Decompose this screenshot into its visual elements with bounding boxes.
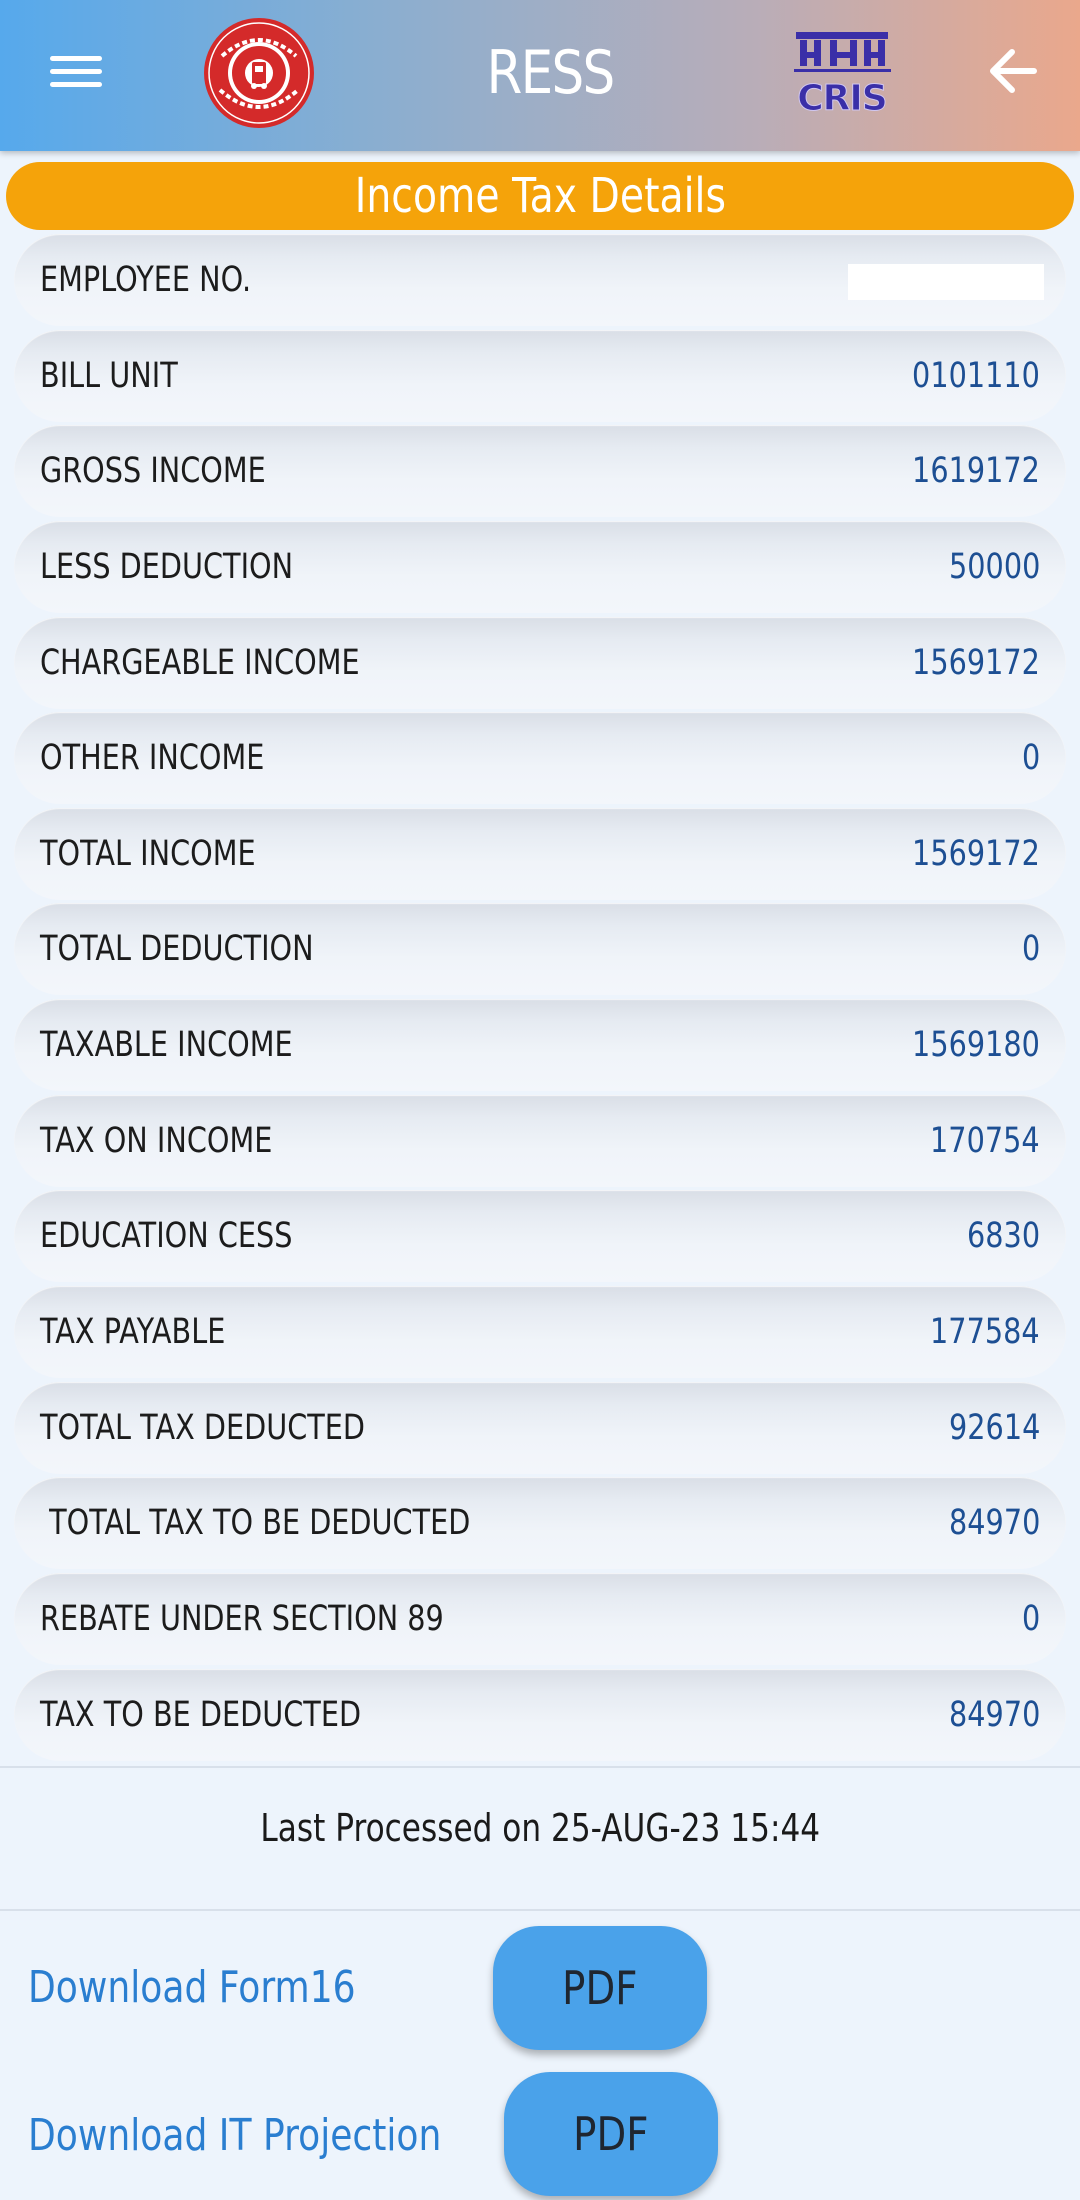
row-label: GROSS INCOME bbox=[40, 451, 266, 492]
row-value: 84970 bbox=[948, 1694, 1040, 1735]
row-taxable-income bbox=[14, 999, 1066, 1091]
row-value: 6830 bbox=[966, 1216, 1040, 1257]
row-label: TOTAL TAX TO BE DEDUCTED bbox=[40, 1503, 471, 1544]
divider bbox=[0, 1909, 1080, 1911]
row-rebate-section-89 bbox=[14, 1573, 1066, 1665]
row-label: TOTAL INCOME bbox=[40, 833, 256, 874]
row-education-cess bbox=[14, 1190, 1066, 1282]
row-label: EMPLOYEE NO. bbox=[40, 260, 252, 300]
row-tax-to-be-deducted bbox=[14, 1669, 1066, 1761]
row-label: TAX ON INCOME bbox=[40, 1120, 273, 1161]
row-gross-income bbox=[14, 425, 1066, 517]
cris-logo bbox=[790, 26, 895, 118]
row-value: 0 bbox=[1021, 738, 1040, 779]
row-label: REBATE UNDER SECTION 89 bbox=[40, 1598, 444, 1639]
row-value: 177584 bbox=[930, 1312, 1040, 1353]
row-label: TOTAL DEDUCTION bbox=[40, 929, 314, 970]
row-less-deduction bbox=[14, 521, 1066, 613]
row-other-income bbox=[14, 712, 1066, 804]
row-value: 84970 bbox=[948, 1503, 1040, 1544]
row-total-tax-deducted bbox=[14, 1382, 1066, 1474]
it-projection-pdf-button[interactable]: PDF bbox=[504, 2072, 718, 2196]
row-total-income bbox=[14, 808, 1066, 900]
row-total-tax-to-be-deducted bbox=[14, 1477, 1066, 1569]
app-header bbox=[0, 0, 1080, 151]
row-tax-payable bbox=[14, 1286, 1066, 1378]
redacted-value-box bbox=[848, 264, 1044, 300]
row-value: 0 bbox=[1021, 929, 1040, 970]
row-label: BILL UNIT bbox=[40, 355, 178, 396]
row-value: 92614 bbox=[948, 1407, 1040, 1448]
row-value: 1569180 bbox=[912, 1025, 1040, 1066]
row-label: TAXABLE INCOME bbox=[40, 1025, 293, 1066]
row-value: 50000 bbox=[948, 546, 1040, 587]
tax-details-list bbox=[0, 234, 1080, 1764]
form16-pdf-button[interactable]: PDF bbox=[493, 1926, 707, 2050]
back-arrow-icon[interactable] bbox=[982, 40, 1044, 102]
app-title: RESS bbox=[486, 38, 614, 108]
row-label: LESS DEDUCTION bbox=[40, 546, 294, 587]
section-title: Income Tax Details bbox=[6, 162, 1074, 230]
row-value: 170754 bbox=[930, 1120, 1040, 1161]
row-label: TAX PAYABLE bbox=[40, 1312, 226, 1353]
cris-logo-text: CRIS bbox=[797, 78, 887, 118]
row-value: 1569172 bbox=[912, 833, 1040, 874]
download-form16-link[interactable]: Download Form16 bbox=[28, 1962, 356, 2013]
row-label: OTHER INCOME bbox=[40, 738, 265, 779]
row-label: TAX TO BE DEDUCTED bbox=[40, 1694, 362, 1735]
row-label: CHARGEABLE INCOME bbox=[40, 642, 360, 683]
row-label: TOTAL TAX DEDUCTED bbox=[40, 1407, 366, 1448]
download-it-projection-link[interactable]: Download IT Projection bbox=[28, 2110, 442, 2161]
row-bill-unit bbox=[14, 330, 1066, 422]
row-total-deduction bbox=[14, 903, 1066, 995]
hamburger-menu-icon[interactable] bbox=[50, 52, 108, 94]
row-value: 1569172 bbox=[912, 642, 1040, 683]
row-value: 1619172 bbox=[912, 451, 1040, 492]
divider bbox=[0, 1766, 1080, 1768]
row-label: EDUCATION CESS bbox=[40, 1216, 293, 1257]
indian-railway-logo bbox=[202, 16, 316, 130]
last-processed-text: Last Processed on 25-AUG-23 15:44 bbox=[260, 1806, 820, 1850]
row-chargeable-income bbox=[14, 617, 1066, 709]
row-employee-no bbox=[14, 234, 1066, 326]
row-value: 0101110 bbox=[912, 355, 1040, 396]
row-tax-on-income bbox=[14, 1095, 1066, 1187]
row-value: 0 bbox=[1021, 1598, 1040, 1639]
